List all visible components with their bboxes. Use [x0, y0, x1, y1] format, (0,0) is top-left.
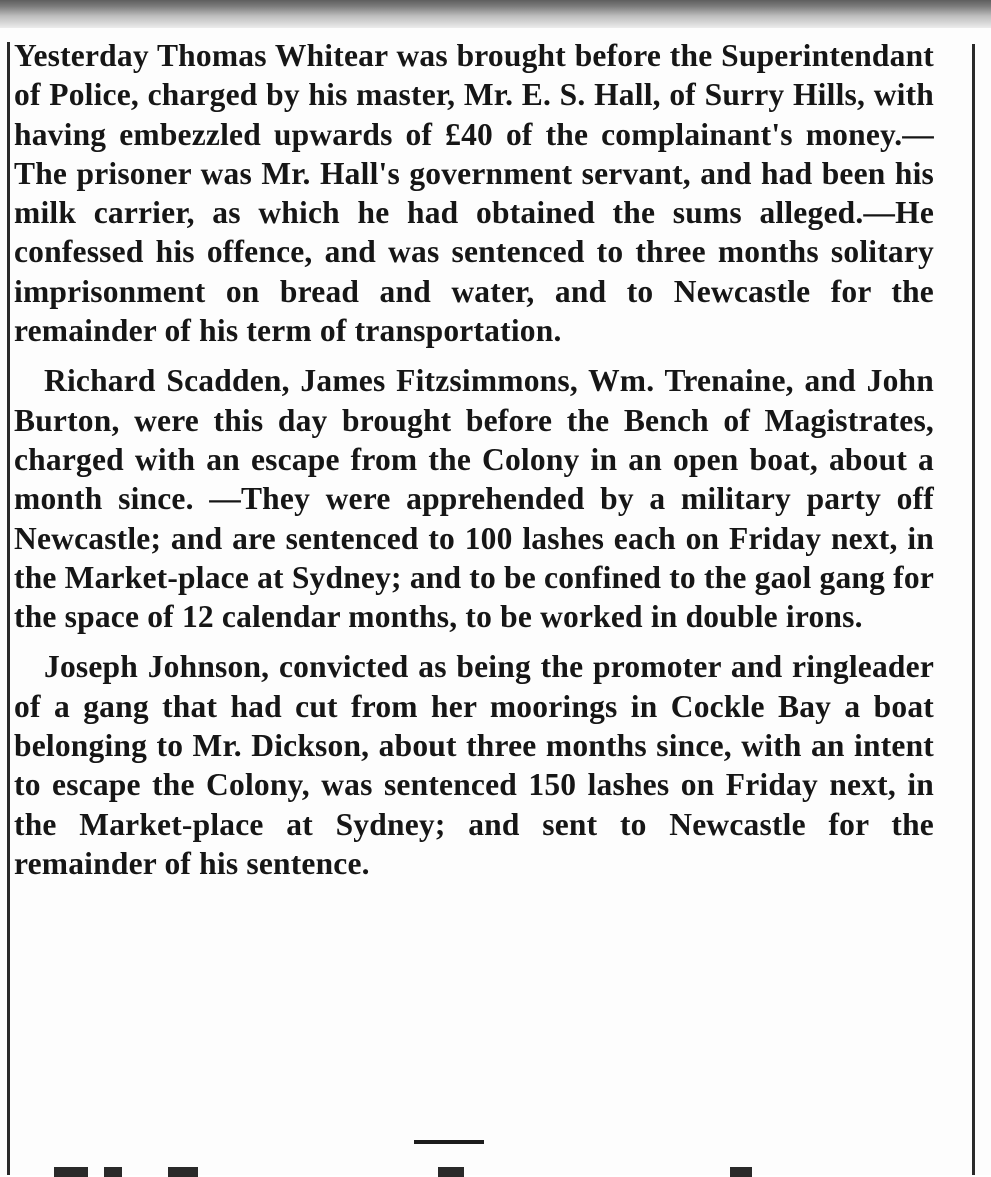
paragraph-whitear: Yesterday Thomas Whitear was brought before the Superintendant of Police, charged by his master, Mr. E. S. Hall, of Surry Hills, with having embezzled upwards of £40 of the complainant's money.—The prisoner was Mr. Hall's government servant, and had been his milk carrier, as which he had obtained the sums alleged.—He confessed his offence, and was sentenced to three months solitary imprisonment on bread and water, and to Newcastle for the remainder of his term of transportation.: [14, 38, 934, 349]
cropped-glyph: [730, 1167, 752, 1177]
article-column: [14, 36, 934, 883]
cropped-glyph: [438, 1167, 464, 1177]
window-top-bar: [0, 0, 991, 28]
cropped-glyph: [54, 1167, 88, 1177]
cropped-glyph: [104, 1167, 122, 1177]
paragraph-scadden: Richard Scadden, James Fitzsimmons, Wm. Trenaine, and John Burton, were this day brought before the Bench of Magistrates, charged with an escape from the Colony in an open boat, about a month since. —They were apprehended by a military party off Newcastle; and are sentenced to 100 lashes each on Friday next, in the Market-place at Sydney; and to be confined to the gaol gang for the space of 12 calendar months, to be worked in double irons.: [14, 363, 934, 635]
paragraph-johnson: Joseph Johnson, convicted as being the promoter and ringleader of a gang that had cut from her moorings in Cockle Bay a boat belonging to Mr. Dickson, about three months since, with an intent to escape the Colony, was sentenced 150 lashes on Friday next, in the Market-place at Sydney; and sent to Newcastle for the remainder of his sentence.: [14, 649, 934, 881]
column-rule-right: [972, 44, 975, 1175]
column-rule-left: [7, 42, 10, 1175]
cropped-glyph: [168, 1167, 198, 1177]
article-separator-rule: [414, 1140, 484, 1144]
